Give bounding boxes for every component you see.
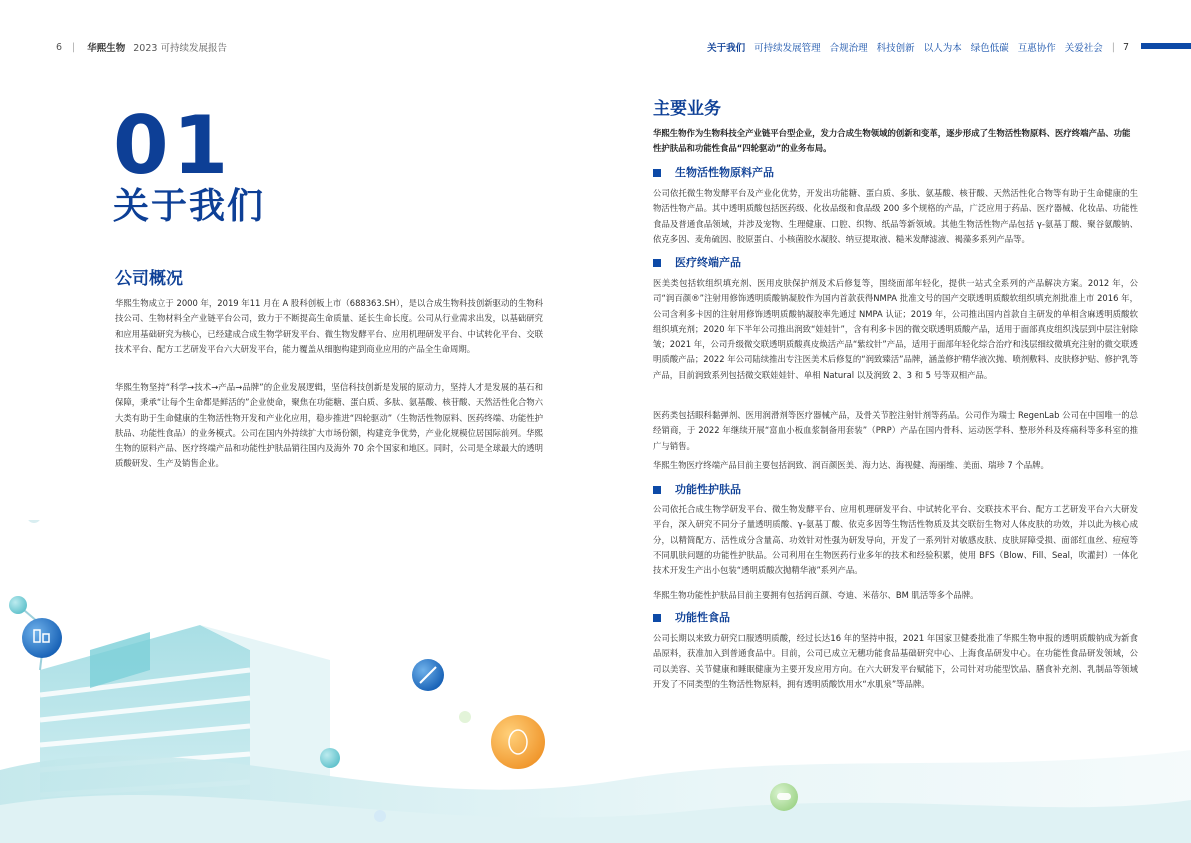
business-lead: 华熙生物作为生物科技全产业链平台型企业，发力合成生物领域的创新和变革，逐步形成了生物活性物原料、医疗终端产品、功能性护肤品和功能性食品“四轮驱动”的业务布局。 <box>653 128 1131 154</box>
medical-heading <box>653 256 741 270</box>
medical-paragraph-1: 医美类包括软组织填充剂、医用皮肤保护剂及术后修复等，围绕面部年轻化，提供一站式全系列的产品解决方案。2012 年，公司“润百颜®”注射用修饰透明质酸钠凝胶作为国内首款获得NMPA 批准文号的国产交联透明质酸软组织填充剂批准上市 2016 年，公司含利多卡因的注射用修饰透明质酸钠凝胶率先通过 NMPA 认证；2019 年，公司推出国内首款自主研发的单相含麻透明质酸软组织填充剂；2020 年下半年公司推出润致“娃娃针”，含有利多卡因的微交联透明质酸产品，适用于面部真皮组织浅层到中层注射除皱；2021 年，公司升级微交联透明质酸真皮焕活产品“紫纹针”产品，适用于面部年轻化综合治疗和浅层细纹微填充注射的微交联透明质酸产品；2022 年公司陆续推出专注医美术后修复的“润致臻活”品牌，涵盖修护精华液次抛、喷剂敷料、皮肤修护贴、修护乳等产品，目前润致系列包括微交联娃娃针、单相 Natural 以及润致 2、3 和 5 号等双相产品。 <box>653 278 1138 380</box>
chapter-title: 关于我们 <box>113 186 266 227</box>
nav-about-us[interactable]: 关于我们 <box>707 43 746 54</box>
right-page-number: 7 <box>1122 41 1129 53</box>
skincare-paragraph-2: 华熙生物功能性护肤品目前主要拥有包括润百颜、夸迪、米蓓尔、BM 肌活等多个品牌。 <box>653 590 979 600</box>
overview-heading: 公司概况 <box>115 269 183 289</box>
nav-compliance[interactable]: 合规治理 <box>829 43 868 54</box>
skincare-heading <box>653 483 741 497</box>
square-bullet-icon <box>653 614 661 622</box>
building-graphic <box>40 625 330 843</box>
header-accent-bar <box>1141 43 1191 49</box>
square-bullet-icon <box>653 259 661 267</box>
flask-icon <box>22 618 62 658</box>
overview-paragraph-2: 华熙生物坚持“科学→技术→产品→品牌”的企业发展逻辑，坚信科技创新是发展的原动力，坚持人才是发展的基石和保障，秉承“让每个生命都是鲜活的”企业使命，聚焦在功能糖、蛋白质、多肽、氨基酸、核苷酸、天然活性化合物六大类有助于生命健康的生物活性物开发和产业化应用，稳步推进“四轮驱动”（生物活性物原料、医药终端、功能性护肤品、功能性食品）的业务模式。公司在国内外持续扩大市场份额，构建竞争优势，产业化规模位居国际前列。华熙生物的原料产品、医疗终端产品和功能性护肤品销往国内及海外 70 余个国家和地区。同时，公司是全球最大的透明质酸研发、生产及销售企业。 <box>115 382 543 469</box>
medical-paragraph-2: 医药类包括眼科黏弹剂、医用润滑剂等医疗器械产品，及骨关节腔注射针剂等药品。公司作为瑞士 RegenLab 公司在中国唯一的总经销商，于 2022 年继续开展“富血小板血浆制备用套装”（PRP）产品在国内骨科、运动医学科、整形外科及疼痛科等多科室的推广与销售。 <box>653 410 1138 451</box>
overview-paragraph-1: 华熙生物成立于 2000 年，2019 年11 月在 A 股科创板上市（688363.SH），是以合成生物科技创新驱动的生物科技公司、生物材料全产业链平台公司，致力于不断提高生命质量、延长生命长度。公司从行业需求出发，以基础研究和应用基础研究为核心，已经建成合成生物学研发平台、微生物发酵平台、应用机理研发平台、中试转化平台、交联技术平台、配方工艺研发平台六大研发平台，能力覆盖从细胞构建到商业应用的产品全生命周期。 <box>115 298 543 354</box>
report-title: 2023 可持续发展报告 <box>133 43 227 54</box>
food-heading <box>653 611 730 625</box>
nav-sustainability-mgmt[interactable]: 可持续发展管理 <box>754 43 821 54</box>
header-nav <box>698 40 1129 54</box>
header-left <box>56 40 227 54</box>
raw-materials-title: 生物活性物原料产品 <box>675 166 774 179</box>
nav-people[interactable]: 以人为本 <box>923 43 962 54</box>
skincare-title: 功能性护肤品 <box>675 483 741 496</box>
brand-name: 华熙生物 <box>87 43 126 54</box>
left-page-number: 6 <box>56 41 63 53</box>
square-bullet-icon <box>653 486 661 494</box>
business-heading: 主要业务 <box>653 99 721 119</box>
medical-title: 医疗终端产品 <box>675 256 741 269</box>
nav-society[interactable]: 关爱社会 <box>1064 43 1103 54</box>
chapter-number: 01 <box>113 99 233 192</box>
medical-paragraph-3: 华熙生物医疗终端产品目前主要包括润致、润百颜医美、海力达、海视健、海丽维、美面、瑞珍 7 个品牌。 <box>653 460 1049 470</box>
square-bullet-icon <box>653 169 661 177</box>
food-paragraph: 公司长期以来致力研究口服透明质酸，经过长达16 年的坚持申报，2021 年国家卫健委批准了华熙生物申报的透明质酸钠成为新食品原料，获准加入到普通食品中。目前，公司已成立无穗功能食品基础研究中心、上海食品研发中心。在功能性食品研发领域，公司以美容、关节健康和睡眠健康为主要开发应用方向。在六大研发平台赋能下，公司针对功能型饮品、膳食补充剂、乳制品等领域开发了不同类型的生物活性物原料，拥有透明质酸饮用水“水肌泉”等品牌。 <box>653 633 1138 689</box>
food-title: 功能性食品 <box>675 611 730 624</box>
raw-materials-paragraph: 公司依托微生物发酵平台及产业化优势，开发出功能糖、蛋白质、多肽、氨基酸、核苷酸、天然活性化合物等有助于生命健康的生物活性物产品。其中透明质酸包括医药级、化妆品级和食品级 200 多个规格的产品，广泛应用于药品、医疗器械、化妆品、功能性食品及普通食品领域，并涉及宠物、生理健康、口腔、织物、纸品等新领域。其他生物活性物产品包括 γ-氨基丁酸、聚谷氨酸钠、依克多因、麦角硫因、胶原蛋白、小核菌胶水凝胶、纳豆提取液、糙米发酵滤液、褐藻多系列产品等。 <box>653 188 1138 244</box>
skincare-paragraph-1: 公司依托合成生物学研发平台、微生物发酵平台、应用机理研发平台、中试转化平台、交联技术平台、配方工艺研发平台六大研发平台，深入研究不同分子量透明质酸、γ-氨基丁酸、依克多因等生物活性物质及其交联衍生物对人体皮肤的功效，并以此为核心成分，以精简配方、活性成分含量高、功效针对性强为研发导向，开发了一系列针对敏感皮肤、皮肤屏障受损、面部红血丝、痘痘等不同肌肤问题的功能性护肤品。公司利用在生物医药行业多年的技术和经验积累，使用 BFS（Blow、Fill、Seal，吹灌封）一体化技术开发生产出小包装“透明质酸次抛精华液”系列产品。 <box>653 504 1138 576</box>
face-mask-icon <box>491 715 545 769</box>
capsule-icon <box>770 783 798 811</box>
syringe-icon <box>412 659 444 691</box>
nav-green[interactable]: 绿色低碳 <box>970 43 1009 54</box>
nav-cooperation[interactable]: 互惠协作 <box>1017 43 1056 54</box>
header-separator: | <box>1111 41 1115 53</box>
raw-materials-heading <box>653 166 774 180</box>
header-separator: | <box>72 41 76 53</box>
nav-innovation[interactable]: 科技创新 <box>876 43 915 54</box>
